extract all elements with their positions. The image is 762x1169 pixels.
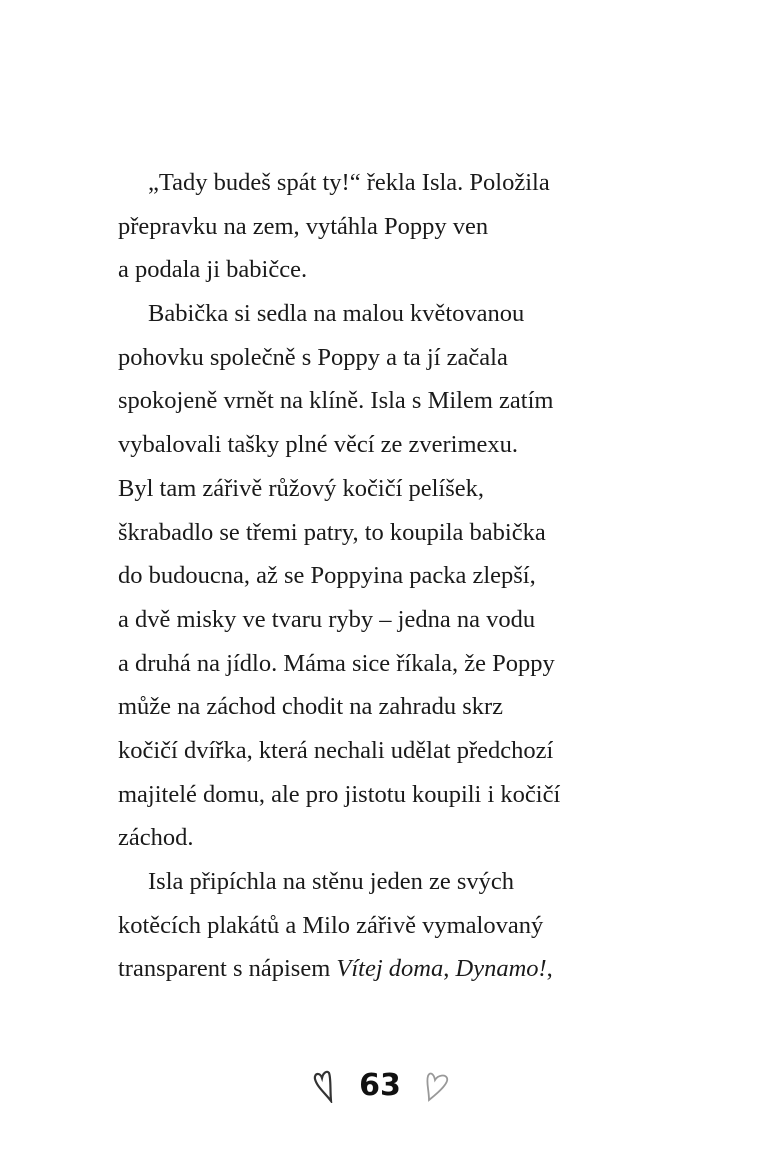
text-line: „Tady budeš spát ty!“ řekla Isla. Položila (148, 169, 550, 196)
text-fragment: , (546, 955, 553, 983)
italic-title: Dynamo! (449, 955, 547, 983)
text-line: záchod. (118, 824, 194, 852)
body-text (118, 161, 678, 991)
text-line: Babička si sedla na malou květovanou (148, 300, 525, 328)
heart-right-icon (423, 1070, 451, 1102)
text-line: pohovku společně s Poppy a ta jí začala (118, 343, 508, 371)
text-line: majitelé domu, ale pro jistotu koupili i kočičí (118, 780, 561, 808)
page-number: 63 (359, 1068, 401, 1103)
text-line (118, 947, 678, 991)
text-fragment: , (443, 955, 450, 983)
text-line: vybalovali tašky plné věcí ze zverimexu. (118, 431, 519, 459)
text-line: a dvě misky ve tvaru ryby – jedna na vodu (118, 605, 536, 633)
text-line: a druhá na jídlo. Máma sice říkala, že Poppy (118, 649, 555, 677)
text-line: přepravku na zem, vytáhla Poppy ven (118, 212, 489, 240)
page-footer (0, 1068, 762, 1103)
text-line: kotěcích plakátů a Milo zářivě vymalovaný (118, 911, 544, 939)
text-line: může na záchod chodit na zahradu skrz (118, 693, 504, 721)
text-line: Byl tam zářivě růžový kočičí pelíšek, (118, 474, 485, 502)
text-line: a podala ji babičce. (118, 256, 308, 284)
italic-title: Vítej doma (336, 955, 444, 983)
text-line: do budoucna, až se Poppyina packa zlepší, (118, 562, 536, 590)
text-line: spokojeně vrnět na klíně. Isla s Milem zatím (118, 387, 554, 415)
text-fragment: transparent s nápisem (118, 955, 337, 983)
heart-left-icon (311, 1069, 337, 1103)
text-line: kočičí dvířka, která nechali udělat předchozí (118, 736, 554, 764)
text-line: škrabadlo se třemi patry, to koupila babička (118, 518, 546, 546)
text-line: Isla připíchla na stěnu jeden ze svých (148, 868, 515, 895)
